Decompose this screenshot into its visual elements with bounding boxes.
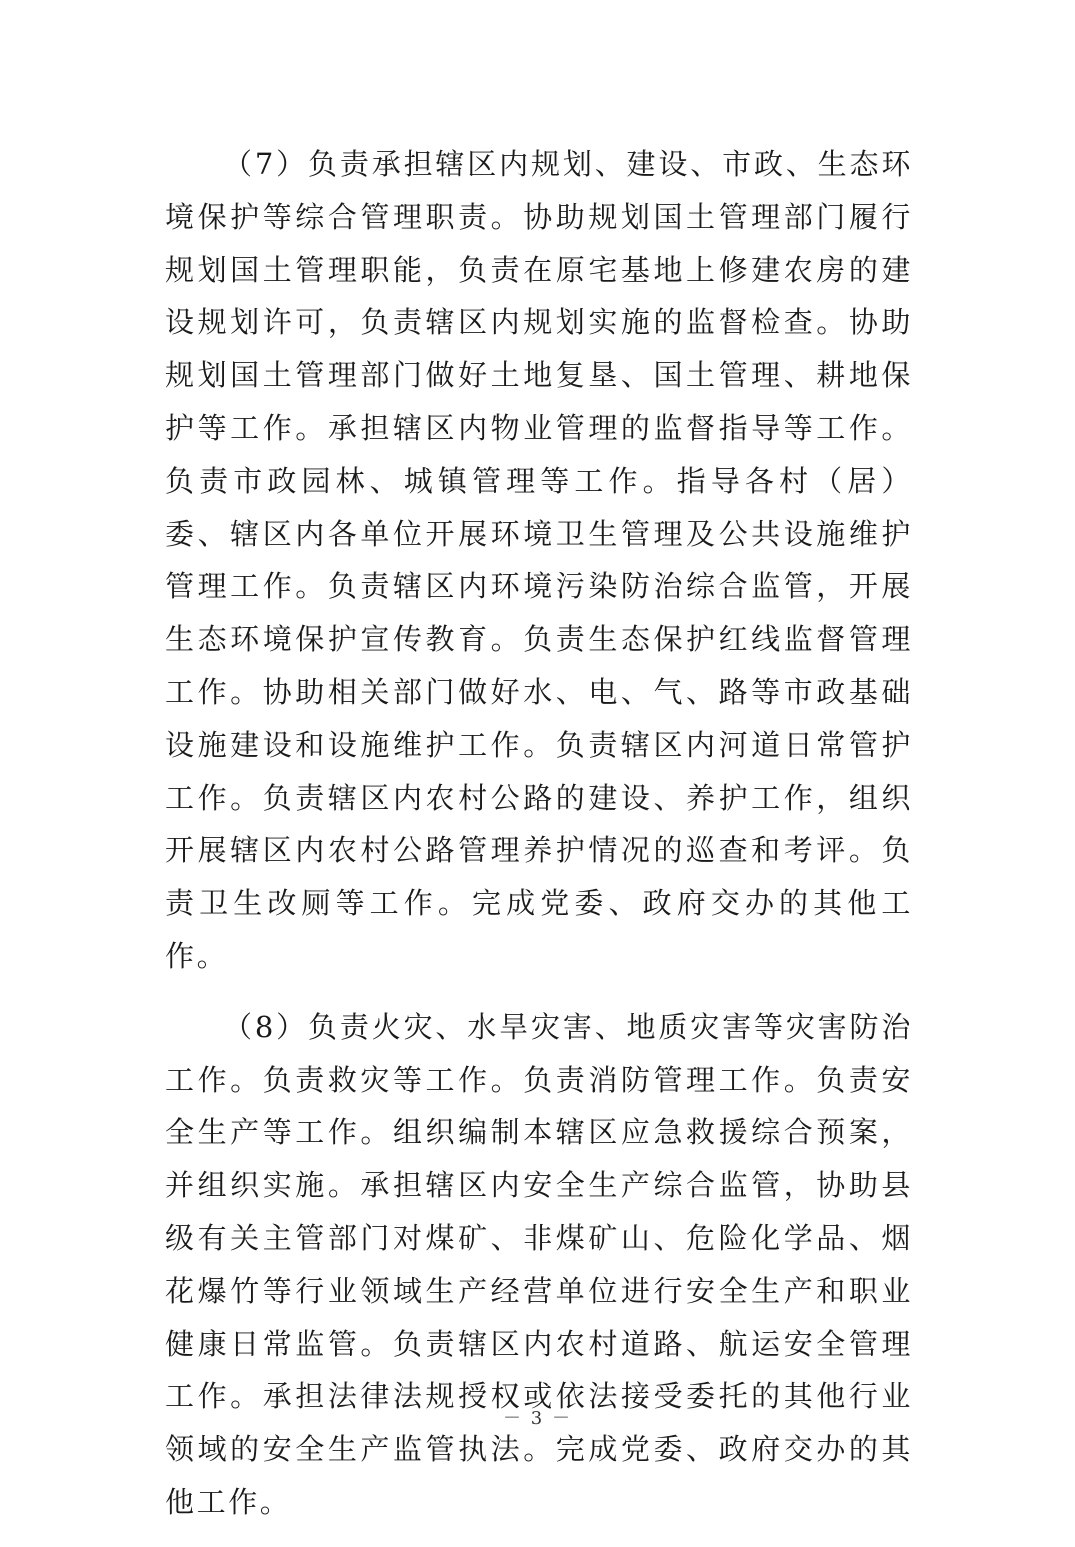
document-body	[165, 138, 913, 1547]
paragraph-item-8: （8）负责火灾、水旱灾害、地质灾害等灾害防治工作。负责救灾等工作。负责消防管理工作。负责安全生产等工作。组织编制本辖区应急救援综合预案，并组织实施。承担辖区内安全生产综合监管，协助县级有关主管部门对煤矿、非煤矿山、危险化学品、烟花爆竹等行业领域生产经营单位进行安全生产和职业健康日常监管。负责辖区内农村道路、航运安全管理工作。承担法律法规授权或依法接受委托的其他行业领域的安全生产监管执法。完成党委、政府交办的其他工作。	[165, 1009, 913, 1519]
page-number: － 3 －	[503, 1408, 572, 1429]
paragraph-item-7: （7）负责承担辖区内规划、建设、市政、生态环境保护等综合管理职责。协助规划国土管理部门履行规划国土管理职能，负责在原宅基地上修建农房的建设规划许可，负责辖区内规划实施的监督检查。协助规划国土管理部门做好土地复垦、国土管理、耕地保护等工作。承担辖区内物业管理的监督指导等工作。负责市政园林、城镇管理等工作。指导各村（居）委、辖区内各单位开展环境卫生管理及公共设施维护管理工作。负责辖区内环境污染防治综合监管，开展生态环境保护宣传教育。负责生态保护红线监督管理工作。协助相关部门做好水、电、气、路等市政基础设施建设和设施维护工作。负责辖区内河道日常管护工作。负责辖区内农村公路的建设、养护工作，组织开展辖区内农村公路管理养护情况的巡查和考评。负责卫生改厕等工作。完成党委、政府交办的其他工作。	[165, 147, 913, 973]
